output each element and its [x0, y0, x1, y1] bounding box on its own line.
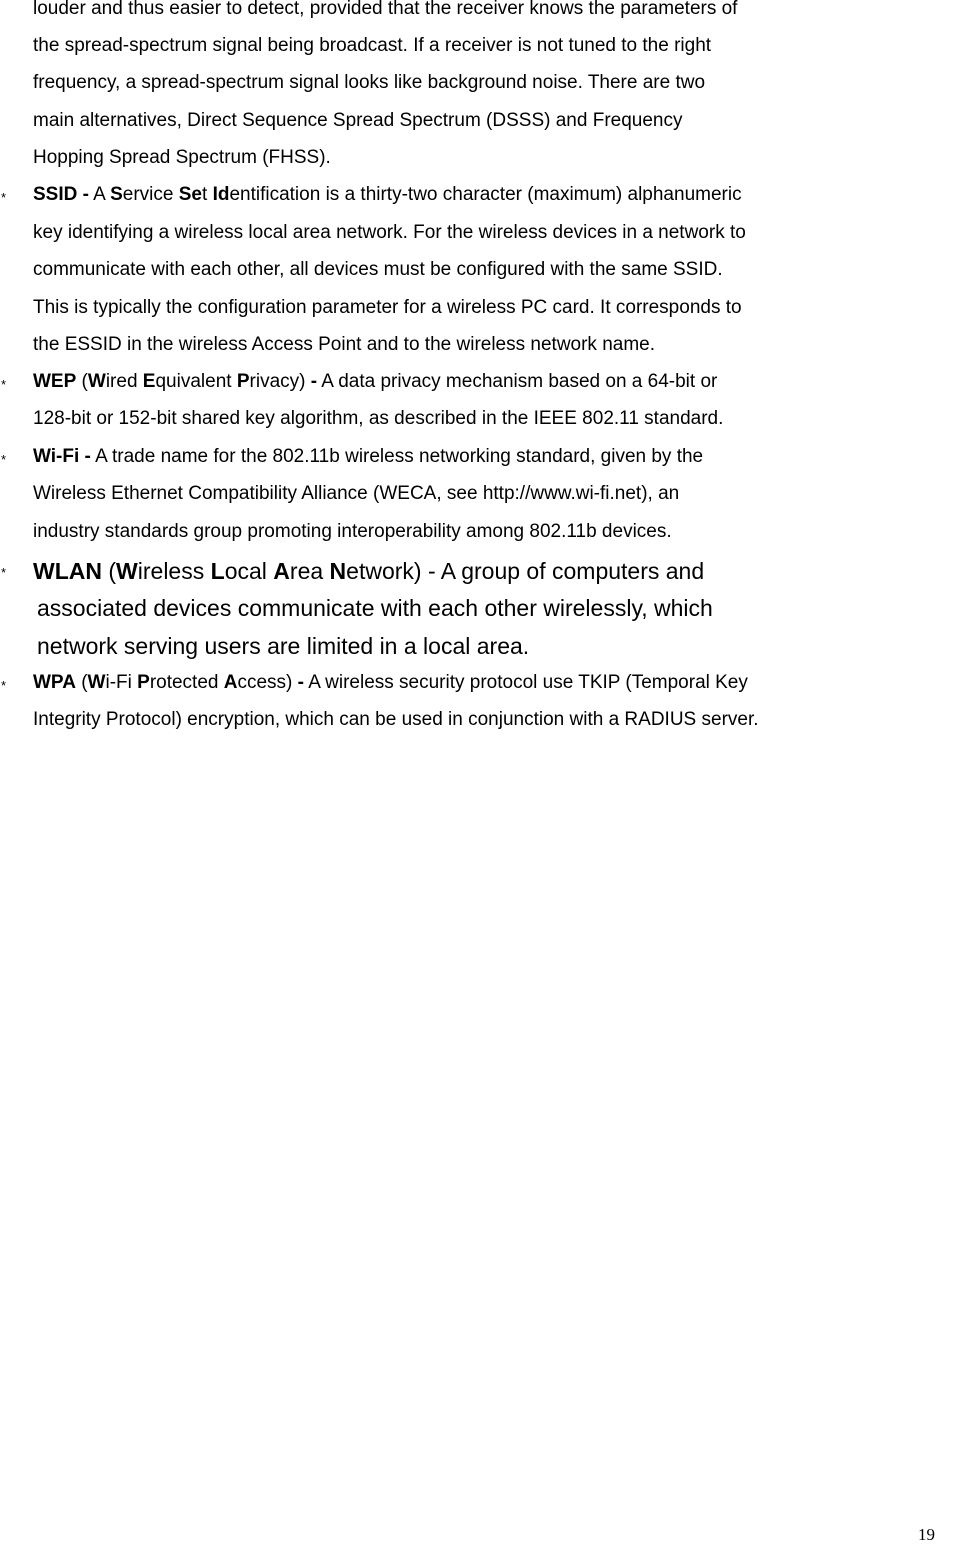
ssid-line-1: SSID - A Service Set Identification is a thirty-two character (maximum) alphanumeric [33, 184, 742, 205]
intro-line: frequency, a spread-spectrum signal looks like background noise. There are two [33, 72, 706, 93]
wep-line-2: 128-bit or 152-bit shared key algorithm, as described in the IEEE 802.11 standard. [33, 408, 724, 429]
term: WEP [33, 371, 77, 392]
page-number: 19 [918, 1525, 935, 1544]
wlan-line-3: network serving users are limited in a local area. [37, 633, 530, 659]
intro-line: main alternatives, Direct Sequence Spread Spectrum (DSSS) and Frequency [33, 110, 683, 131]
wpa-line-1: WPA (Wi-Fi Protected Access) - A wireless security protocol use TKIP (Temporal Key [33, 672, 748, 693]
wifi-line-3: industry standards group promoting interoperability among 802.11b devices. [33, 521, 672, 542]
bullet-icon: * [1, 678, 7, 693]
intro-line: louder and thus easier to detect, provided that the receiver knows the parameters of [33, 0, 738, 19]
term: SSID - [33, 184, 89, 205]
term: WPA [33, 672, 76, 693]
ssid-line: communicate with each other, all devices must be configured with the same SSID. [33, 259, 723, 280]
intro-line: Hopping Spread Spectrum (FHSS). [33, 147, 331, 168]
wifi-line-1: Wi-Fi - A trade name for the 802.11b wireless networking standard, given by the [33, 446, 704, 467]
wlan-line-2: associated devices communicate with each other wirelessly, which [37, 595, 713, 621]
bullet-icon: * [1, 190, 7, 205]
term: Wi-Fi - [33, 446, 91, 467]
ssid-line: key identifying a wireless local area network. For the wireless devices in a network to [33, 222, 746, 243]
term: WLAN [33, 558, 102, 584]
ssid-line: This is typically the configuration parameter for a wireless PC card. It corresponds to [33, 297, 742, 318]
wifi-line-2: Wireless Ethernet Compatibility Alliance (WECA, see http://www.wi-fi.net), an [33, 483, 680, 504]
ssid-line: the ESSID in the wireless Access Point and to the wireless network name. [33, 334, 656, 355]
bullet-icon: * [1, 565, 7, 580]
intro-line: the spread-spectrum signal being broadcast. If a receiver is not tuned to the right [33, 35, 712, 56]
bullet-icon: * [1, 452, 7, 467]
wpa-line-2: Integrity Protocol) encryption, which can be used in conjunction with a RADIUS server. [33, 709, 759, 730]
bullet-icon: * [1, 377, 7, 392]
wep-line-1: WEP (Wired Equivalent Privacy) - A data privacy mechanism based on a 64-bit or [33, 371, 718, 392]
wlan-line-1: WLAN (Wireless Local Area Network) - A group of computers and [33, 558, 705, 584]
